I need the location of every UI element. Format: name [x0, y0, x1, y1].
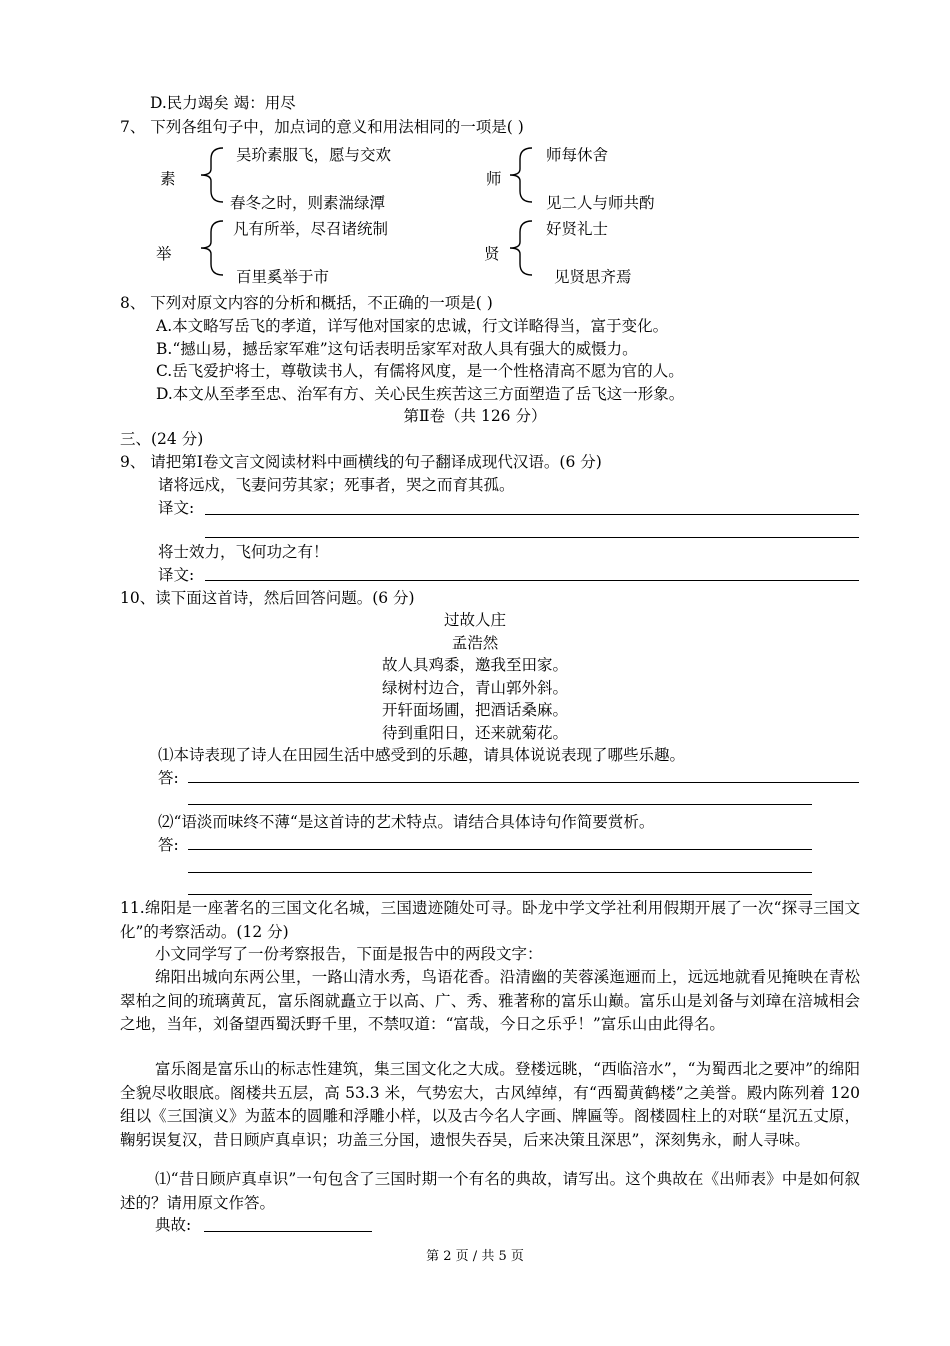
q8-option-c: C.岳飞爱护将士，尊敬读书人，有儒将风度，是一个性格清高不愿为官的人。 — [156, 362, 684, 380]
q10-answer-label-1: 答: — [158, 769, 179, 787]
q11-allusion-label: 典故: — [155, 1216, 192, 1234]
q7-ju-sentence-1: 凡有所举，尽召诸统制 — [233, 220, 389, 238]
q10-answer-line[interactable] — [188, 849, 812, 850]
q9-answer-line[interactable] — [205, 580, 859, 581]
poem-line: 故人具鸡黍，邀我至田家。 — [381, 656, 568, 674]
q10-answer-line[interactable] — [188, 804, 812, 805]
q7-ju-sentence-2: 百里奚举于市 — [236, 268, 330, 286]
q7-word-ju: 举 — [156, 245, 172, 263]
q7-word-shi: 师 — [486, 170, 502, 188]
q10-sub-1: ⑴本诗表现了诗人在田园生活中感受到的乐趣，请具体说说表现了哪些乐趣。 — [158, 746, 686, 764]
q7-word-su: 素 — [160, 170, 176, 188]
q9-sentence-2: 将士效力，飞何功之有！ — [158, 543, 329, 561]
q10-sub-2: ⑵“语淡而味终不薄“是这首诗的艺术特点。请结合具体诗句作简要赏析。 — [158, 813, 655, 831]
q8-option-d: D.本文从至孝至忠、治军有方、关心民生疾苦这三方面塑造了岳飞这一形象。 — [156, 385, 685, 403]
q8-option-a: A.本文略写岳飞的孝道，详写他对国家的忠诚，行文详略得当，富于变化。 — [156, 317, 669, 335]
q7-shi-sentence-2: 见二人与师共酌 — [546, 194, 655, 212]
q10-stem: 10、读下面这首诗，然后回答问题。(6 分) — [120, 589, 415, 607]
q10-answer-line[interactable] — [188, 782, 859, 783]
q9-answer-line[interactable] — [205, 537, 859, 538]
q11-paragraph-2: 富乐阁是富乐山的标志性建筑，集三国文化之大成。登楼远眺，“西临涪水”，“为蜀西北之要冲”的绵阳全貌尽收眼底。阁楼共五层，高 53.3 米，气势宏大，古风绰绰，有“西蜀黄鹤楼”之美誉。殿内陈列着 120 组以《三国演义》为蓝本的圆雕和浮雕小样，以及古今名人字画、牌匾等。阁楼圆柱上的对联“星沉五丈原，鞠躬误复汉，昔日顾庐真卓识；功盖三分国，遗恨失吞吴，后来决策且深思”，深刻隽永，耐人寻味。 — [120, 1060, 860, 1149]
poem-line: 开轩面场圃，把酒话桑麻。 — [381, 701, 568, 719]
section-3-heading: 三、(24 分) — [120, 430, 204, 448]
q7-shi-sentence-1: 师每休舍 — [546, 146, 609, 164]
q7-xian-sentence-2: 见贤思齐焉 — [554, 268, 632, 286]
brace-icon — [197, 145, 227, 205]
q10-answer-line[interactable] — [188, 894, 812, 895]
page-footer: 第 2 页 / 共 5 页 — [426, 1249, 524, 1264]
q11-intro: 小文同学写了一份考察报告，下面是报告中的两段文字： — [155, 945, 543, 963]
q7-stem: 7、 下列各组句子中，加点词的意义和用法相同的一项是( ) — [120, 118, 524, 136]
q9-answer-line[interactable] — [205, 514, 859, 515]
q9-sentence-1: 诸将远戍，飞妻问劳其家；死事者，哭之而育其孤。 — [158, 476, 515, 494]
q9-stem: 9、 请把第Ⅰ卷文言文阅读材料中画横线的句子翻译成现代汉语。(6 分) — [120, 453, 602, 471]
brace-icon — [506, 145, 536, 205]
q9-translation-label-1: 译文: — [158, 499, 195, 517]
q11-stem: 11.绵阳是一座著名的三国文化名城，三国遗迹随处可寻。卧龙中学文学社利用假期开展了一次“探寻三国文化”的考察活动。(12 分) — [120, 899, 860, 941]
poem-line: 待到重阳日，还来就菊花。 — [381, 724, 568, 742]
q7-su-sentence-2: 春冬之时，则素湍绿潭 — [230, 194, 386, 212]
volume-2-heading: 第Ⅱ卷（共 126 分） — [403, 407, 547, 425]
q8-option-b: B.“撼山易，撼岳家军难”这句话表明岳家军对敌人具有强大的威慑力。 — [156, 340, 638, 358]
q10-answer-line[interactable] — [188, 872, 812, 873]
q8-stem: 8、 下列对原文内容的分析和概括，不正确的一项是( ) — [120, 294, 493, 312]
q7-su-sentence-1: 吴玠素服飞，愿与交欢 — [236, 146, 392, 164]
q7-xian-sentence-1: 好贤礼士 — [546, 220, 609, 238]
q6-option-d: D.民力竭矣 竭：用尽 — [150, 94, 296, 112]
q9-translation-label-2: 译文: — [158, 566, 195, 584]
q11-answer-line[interactable] — [204, 1231, 372, 1232]
q10-answer-label-2: 答: — [158, 836, 179, 854]
poem-title: 过故人庄 — [443, 611, 506, 629]
brace-icon — [197, 218, 227, 278]
poem-line: 绿树村边合，青山郭外斜。 — [381, 679, 568, 697]
q11-sub-1: ⑴“昔日顾庐真卓识”一句包含了三国时期一个有名的典故，请写出。这个典故在《出师表》中是如何叙述的？请用原文作答。 — [120, 1170, 860, 1212]
q11-paragraph-1: 绵阳出城向东两公里，一路山清水秀，鸟语花香。沿清幽的芙蓉溪迤逦而上，远远地就看见掩映在青松翠柏之间的琉璃黄瓦，富乐阁就矗立于以高、广、秀、雅著称的富乐山巅。富乐山是刘备与刘璋在涪城相会之地，当年，刘备望西蜀沃野千里，不禁叹道：“富哉，今日之乐乎！”富乐山由此得名。 — [120, 968, 860, 1033]
poem-author: 孟浩然 — [451, 634, 499, 652]
q7-word-xian: 贤 — [484, 245, 500, 263]
brace-icon — [506, 218, 536, 278]
